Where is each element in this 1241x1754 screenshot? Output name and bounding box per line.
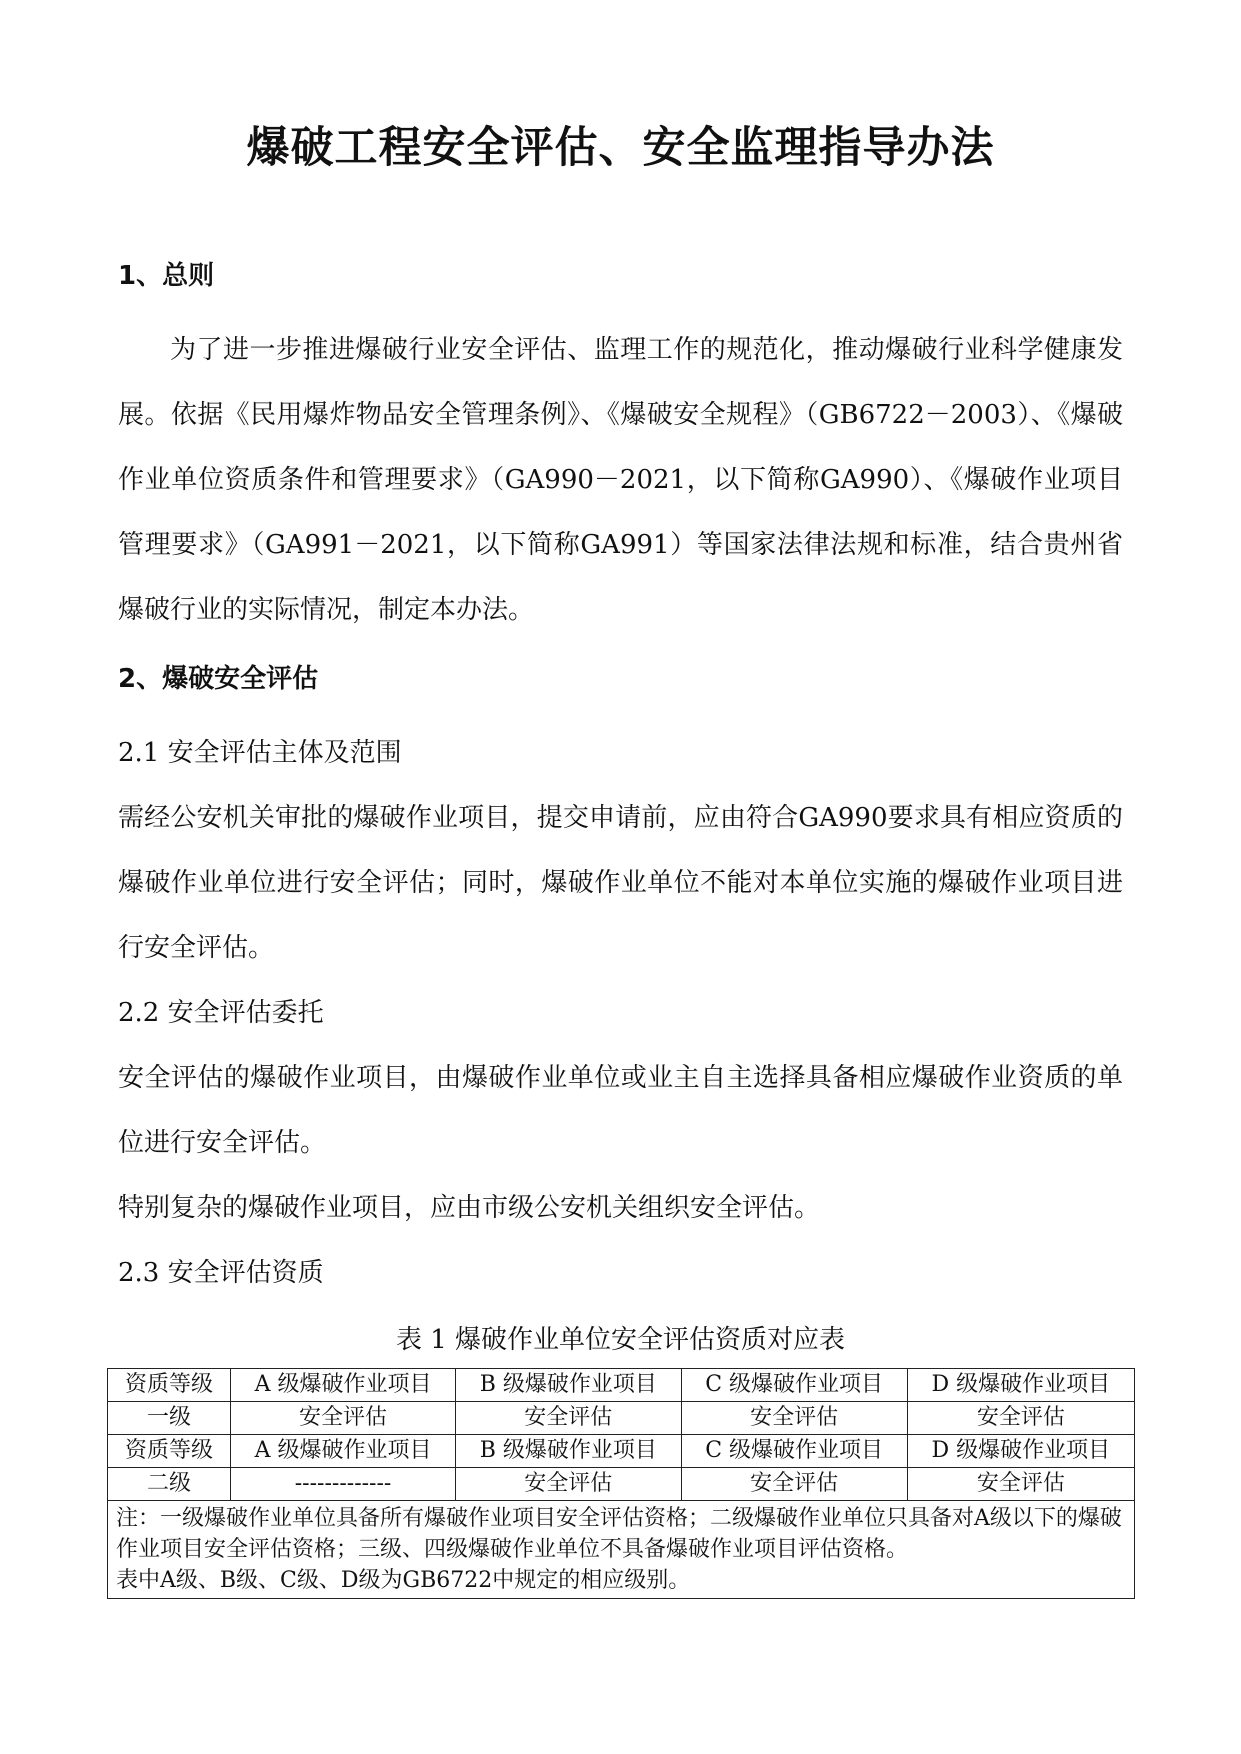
section-2-2-title: 2.2 安全评估委托	[118, 998, 324, 1028]
table-cell: A 级爆破作业项目	[231, 1369, 456, 1402]
table-row	[108, 1369, 1135, 1402]
table-cell: 安全评估	[456, 1402, 681, 1435]
section-1-heading: 1、总则	[118, 261, 215, 291]
table-cell: 安全评估	[907, 1468, 1134, 1501]
table-row	[108, 1435, 1135, 1468]
table-cell: 安全评估	[456, 1468, 681, 1501]
table-cell: 安全评估	[907, 1402, 1134, 1435]
table-cell: -------------	[231, 1468, 456, 1501]
section-2-1-text: 需经公安机关审批的爆破作业项目，提交申请前，应由符合GA990要求具有相应资质的爆破作业单位进行安全评估；同时，爆破作业单位不能对本单位实施的爆破作业项目进行安全评估。	[118, 803, 1123, 963]
table-note-1: 注：一级爆破作业单位具备所有爆破作业项目安全评估资格；二级爆破作业单位只具备对A级以下的爆破作业项目安全评估资格；三级、四级爆破作业单位不具备爆破作业项目评估资格。	[116, 1506, 1122, 1562]
table-cell: D 级爆破作业项目	[907, 1435, 1134, 1468]
table-cell: 安全评估	[681, 1402, 907, 1435]
qualification-table	[107, 1368, 1135, 1599]
table-cell: 二级	[108, 1468, 231, 1501]
document-title: 爆破工程安全评估、安全监理指导办法	[246, 123, 995, 173]
section-2-2-text-2: 特别复杂的爆破作业项目，应由市级公安机关组织安全评估。	[118, 1193, 821, 1223]
table-cell: C 级爆破作业项目	[681, 1435, 907, 1468]
section-2-3-title: 2.3 安全评估资质	[118, 1258, 324, 1288]
table-cell: 资质等级	[108, 1369, 231, 1402]
table-note-row	[108, 1501, 1135, 1599]
table-cell: 安全评估	[231, 1402, 456, 1435]
table-cell: A 级爆破作业项目	[231, 1435, 456, 1468]
table-cell: B 级爆破作业项目	[456, 1369, 681, 1402]
table-cell: 安全评估	[681, 1468, 907, 1501]
document-body	[118, 254, 1123, 1599]
section-2-2-text-1: 安全评估的爆破作业项目，由爆破作业单位或业主自主选择具备相应爆破作业资质的单位进行安全评估。	[118, 1063, 1123, 1158]
table-row	[108, 1468, 1135, 1501]
table-note	[108, 1501, 1135, 1599]
section-1-paragraph: 为了进一步推进爆破行业安全评估、监理工作的规范化，推动爆破行业科学健康发展。依据《民用爆炸物品安全管理条例》、《爆破安全规程》（GB6722－2003）、《爆破作业单位资质条件和管理要求》（GA990－2021，以下简称GA990）、《爆破作业项目管理要求》（GA991－2021，以下简称GA991）等国家法律法规和标准，结合贵州省爆破行业的实际情况，制定本办法。	[118, 335, 1123, 625]
table-cell: 资质等级	[108, 1435, 231, 1468]
table-cell: D 级爆破作业项目	[907, 1369, 1134, 1402]
table-caption: 表 1 爆破作业单位安全评估资质对应表	[395, 1325, 846, 1355]
table-cell: 一级	[108, 1402, 231, 1435]
table-cell: B 级爆破作业项目	[456, 1435, 681, 1468]
table-cell: C 级爆破作业项目	[681, 1369, 907, 1402]
section-2-heading: 2、爆破安全评估	[118, 664, 319, 694]
table-note-2: 表中A级、B级、C级、D级为GB6722中规定的相应级别。	[116, 1568, 691, 1593]
table-row	[108, 1402, 1135, 1435]
section-2-1-title: 2.1 安全评估主体及范围	[118, 738, 402, 768]
